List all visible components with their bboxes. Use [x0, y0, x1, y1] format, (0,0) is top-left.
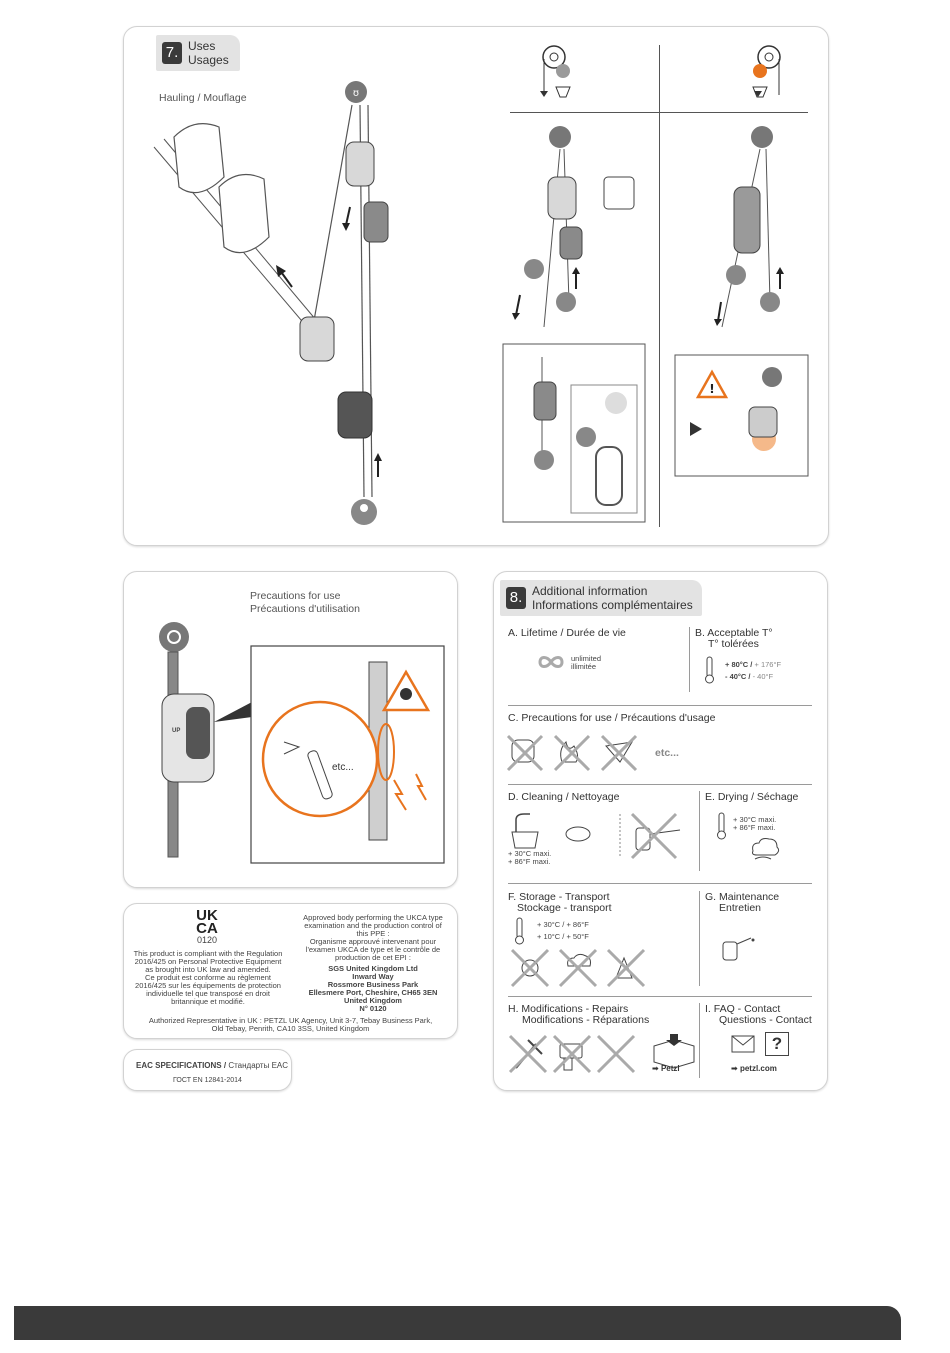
storage-thermometer-icon — [514, 917, 526, 945]
uses-panel — [123, 26, 829, 546]
svg-text:!: ! — [709, 382, 715, 396]
maintenance-label-2: Entretien — [719, 902, 762, 914]
storage-label-1: F. Storage - Transport — [508, 891, 610, 903]
drying-temp-2: + 86°F maxi. — [733, 823, 776, 832]
svg-text:ʊ: ʊ — [352, 88, 360, 99]
ukca-approved-2: this PPE : — [356, 929, 390, 938]
additional-info-panel — [493, 571, 828, 1091]
faq-label-1: I. FAQ - Contact — [705, 1003, 781, 1015]
temp-high — [725, 660, 781, 669]
ukca-approved-0: Approved body performing the UKCA type — [303, 913, 443, 922]
question-icon: ? — [765, 1032, 789, 1056]
infinity-icon — [538, 655, 564, 669]
storage-temp-1: + 30°C / + 86°F — [537, 920, 589, 929]
ukca-body-5: N° 0120 — [359, 1004, 387, 1013]
precautions-title-en: Precautions for use — [250, 590, 341, 602]
cleaning-temp-2: + 86°F maxi. — [508, 857, 551, 866]
divider-1 — [508, 705, 812, 706]
storage-temp-2: + 10°C / + 50°F — [537, 932, 589, 941]
up-label: UP — [172, 728, 181, 734]
ukca-logo-number: 0120 — [196, 935, 218, 945]
precautions-icons — [508, 732, 648, 772]
cleaning-label: D. Cleaning / Nettoyage — [508, 791, 620, 803]
hauling-label: Hauling / Mouflage — [159, 92, 247, 104]
faq-label-2: Questions - Contact — [719, 1014, 812, 1026]
ukca-body-0: SGS United Kingdom Ltd — [328, 964, 418, 973]
ukca-compliance-1: 2016/425 on Personal Protective Equipment — [134, 957, 282, 966]
eac-title-rest: Стандарты EAC — [226, 1061, 289, 1070]
ukca-approved-1: examination and the production control of — [304, 921, 442, 930]
oil-can-icon — [719, 934, 759, 962]
temp-high-bold: + 80°C / — [725, 660, 753, 669]
ukca-compliance-4: 2016/425 sur les équipements de protection — [135, 981, 281, 990]
precautions-use-label: C. Precautions for use / Précautions d'usage — [508, 712, 716, 724]
drying-temp-1: + 30°C maxi. — [733, 815, 777, 824]
ukca-body-3: Ellesmere Port, Cheshire, CH65 3EN — [308, 988, 438, 997]
divider-hi — [699, 1003, 700, 1078]
maintenance-label-1: G. Maintenance — [705, 891, 780, 903]
cleaning-temp-1: + 30°C maxi. — [508, 849, 552, 858]
ukca-logo-line2: CA — [196, 920, 218, 937]
drying-label: E. Drying / Séchage — [705, 791, 799, 803]
petzl-site-label[interactable]: petzl.com — [739, 1064, 777, 1073]
ukca-body-4: United Kingdom — [344, 996, 402, 1005]
section-8-number: 8. — [506, 587, 526, 609]
envelope-icon — [731, 1035, 755, 1053]
drying-thermometer-icon — [716, 812, 728, 840]
temp-low-bold: - 40°C / — [725, 672, 751, 681]
divider-4 — [508, 996, 812, 997]
petzl-label: Petzl — [660, 1064, 680, 1073]
hauling-illustration — [124, 27, 828, 545]
storage-label-2: Stockage - transport — [517, 902, 612, 914]
eac-panel — [123, 1049, 292, 1091]
temp-label-2: T° tolérées — [708, 638, 759, 650]
ukca-logo-line1: UK — [196, 907, 218, 924]
section-8-title-fr: Informations complémentaires — [532, 598, 693, 612]
ukca-body-2: Rossmore Business Park — [327, 980, 419, 989]
storage-icons — [512, 948, 652, 988]
section-7-title-en: Uses — [188, 39, 216, 53]
thermometer-icon — [704, 656, 716, 684]
ukca-panel — [123, 903, 458, 1039]
modifications-label-2: Modifications - Réparations — [522, 1014, 650, 1026]
ukca-compliance-5: individuelle tel que transposé en droit — [146, 989, 270, 998]
ukca-rep-0: Authorized Representative in UK : PETZL UK Agency, Unit 3-7, Tebay Business Park, — [148, 1016, 433, 1025]
section-8-header — [500, 580, 702, 616]
lifetime-value-en: unlimited — [571, 654, 602, 663]
section-7-title-fr: Usages — [188, 53, 229, 67]
ukca-approved-5: production de cet EPI : — [335, 953, 411, 962]
section-7-number: 7. — [162, 42, 182, 64]
divider-fg — [699, 891, 700, 986]
temp-label-1: B. Acceptable T° — [695, 627, 773, 639]
eac-title-bold: EAC SPECIFICATIONS / — [136, 1061, 227, 1070]
eac-standard: ГОСТ EN 12841-2014 — [173, 1077, 242, 1084]
divider-de — [699, 791, 700, 871]
temp-low — [725, 672, 773, 681]
petzl-arrow: ➡ Petzl — [652, 1064, 680, 1073]
divider-3 — [508, 883, 812, 884]
ukca-approved-3: Organisme approuvé intervenant pour — [309, 937, 437, 946]
ukca-rep-1: Old Tebay, Penrith, CA10 3SS, United Kingdom — [211, 1024, 370, 1033]
ukca-approved-4: l'examen UKCA de type et le contrôle de — [305, 945, 441, 954]
modifications-label-1: H. Modifications - Repairs — [508, 1003, 629, 1015]
precautions-title-fr: Précautions d'utilisation — [250, 603, 360, 615]
precautions-use-etc: etc... — [655, 747, 679, 759]
air-dry-icon — [749, 837, 781, 863]
lifetime-value-fr: illimitée — [571, 662, 597, 671]
eac-title — [136, 1061, 288, 1070]
ukca-compliance-6: britannique et modifié. — [171, 997, 245, 1006]
ukca-compliance-0: This product is compliant with the Regulation — [133, 949, 283, 958]
petzl-site-link[interactable]: ➡ petzl.com — [731, 1064, 777, 1073]
lifetime-label: A. Lifetime / Durée de vie — [508, 627, 626, 639]
precautions-panel — [123, 571, 458, 888]
precautions-etc: etc... — [332, 762, 354, 773]
footer-bar — [14, 1306, 901, 1340]
ukca-compliance-3: Ce produit est conforme au règlement — [145, 973, 271, 982]
section-8-title-en: Additional information — [532, 584, 648, 598]
temp-low-rest: - 40°F — [750, 672, 774, 681]
temp-high-rest: + 176°F — [752, 660, 782, 669]
ukca-compliance-2: as brought into UK law and amended. — [145, 965, 271, 974]
ukca-body-1: Inward Way — [352, 972, 394, 981]
divider-ab — [689, 627, 690, 692]
divider-2 — [508, 784, 812, 785]
